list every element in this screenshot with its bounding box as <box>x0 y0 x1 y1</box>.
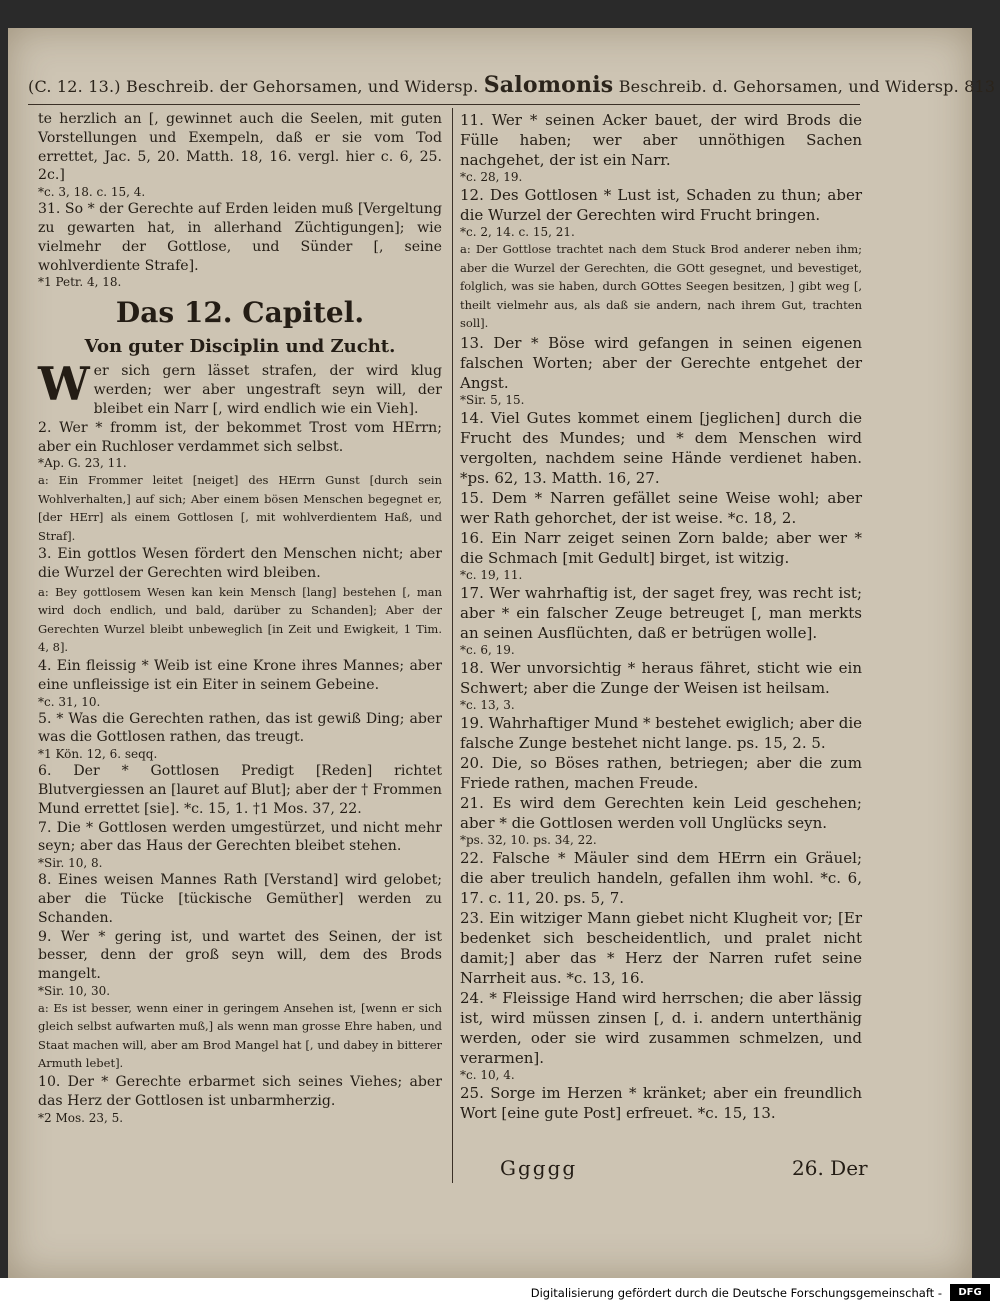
verse-paragraph: 13. Der * Böse wird gefangen in seinen eigenen falschen Worten; aber der Gerechte entgehet der Angst. <box>460 333 862 392</box>
drop-cap: W <box>38 357 90 412</box>
verse-paragraph: 24. * Fleissige Hand wird herrschen; die aber lässig ist, wird müssen zinsen [, d. i. andern unterthänig werden, oder sie wird zusammen schmelzen, und verarmen]. <box>460 988 862 1067</box>
verse-paragraph <box>38 357 442 418</box>
left-column <box>38 110 442 1126</box>
verse-paragraph: 20. Die, so Böses rathen, betriegen; aber die zum Friede rathen, machen Freude. <box>460 753 862 792</box>
verse-paragraph: 8. Eines weisen Mannes Rath [Verstand] wird gelobet; aber die Tücke [tückische Gemüther] werden zu Schanden. <box>38 872 442 926</box>
annotation-note: a: Ein Frommer leitet [neiget] des HErrn Gunst [durch sein Wohlverhalten,] auf sich; Aber einem bösen Menschen begegnet er, [der HErr] als einem Gottlosen [, mit wohlverdientem Haß, und Straf]. <box>38 473 442 543</box>
verse-text: er sich gern lässet strafen, der wird klug werden; wer aber ungestraft seyn will, der bleibet ein Narr [, wird endlich wie ein Vieh]. <box>93 363 442 417</box>
verse-paragraph: te herzlich an [, gewinnet auch die Seelen, mit guten Vorstellungen und Exempeln, daß er sie vom Tod errettet, Jac. 5, 20. Matth. 18, 16. vergl. hier c. 6, 25. 2c.] <box>38 111 442 184</box>
cross-reference: *Sir. 5, 15. <box>460 392 525 407</box>
verse-paragraph: 2. Wer * fromm ist, der bekommet Trost vom HErrn; aber ein Ruchloser verdammet sich selbst. <box>38 419 442 455</box>
cross-reference: *c. 31, 10. <box>38 694 101 709</box>
cross-reference: *1 Kön. 12, 6. seqq. <box>38 747 158 762</box>
running-head <box>28 72 996 100</box>
verse-paragraph: 23. Ein witziger Mann giebet nicht Klugheit vor; [Er bedenket sich bescheidentlich, und pralet nicht damit;] aber das * Herz der Narren rufet seine Narrheit aus. *c. 13, 16. <box>460 908 862 987</box>
cross-reference: *c. 3, 18. c. 15, 4. <box>38 185 146 200</box>
verse-paragraph: 7. Die * Gottlosen werden umgestürzet, und nicht mehr seyn; aber das Haus der Gerechten bleibet stehen. <box>38 819 442 855</box>
dfg-logo: DFG <box>950 1284 990 1301</box>
verse-paragraph: 31. So * der Gerechte auf Erden leiden muß [Vergeltung zu gewarten hat, in allerhand Züchtigungen]; wie vielmehr der Gottlose, und Sünder [, seine wohlverdiente Strafe]. <box>38 201 442 274</box>
cross-reference: *Sir. 10, 8. <box>38 856 103 871</box>
verse-paragraph: 17. Wer wahrhaftig ist, der saget frey, was recht ist; aber * ein falscher Zeuge betreuget [, man merkts an seinen Ausflüchten, daß er betrügen wolle]. <box>460 583 862 642</box>
cross-reference: *2 Mos. 23, 5. <box>38 1110 124 1125</box>
verse-paragraph: 22. Falsche * Mäuler sind dem HErrn ein Gräuel; die aber treulich handeln, gefallen ihm wohl. *c. 6, 17. c. 11, 20. ps. 5, 7. <box>460 848 862 907</box>
cross-reference: *Sir. 10, 30. <box>38 983 111 998</box>
verse-paragraph: 3. Ein gottlos Wesen fördert den Menschen nicht; aber die Wurzel der Gerechten wird bleiben. <box>38 546 442 582</box>
annotation-note: a: Der Gottlose trachtet nach dem Stuck Brod anderer neben ihm; aber die Wurzel der Gerechten, die GOtt gesegnet, und bevestiget, folglich, was sie haben, durch GOttes Seegen besitzen, ] gibt weg [, theilt vielmehr aus, als daß sie andern, nach ihrem Gut, trachten soll]. <box>460 242 862 330</box>
header-rule <box>28 104 860 105</box>
verse-paragraph: 25. Sorge im Herzen * kränket; aber ein freundlich Wort [eine gute Post] erfreuet. *c. 15, 13. <box>460 1083 862 1122</box>
cross-reference: *c. 10, 4. <box>460 1067 515 1082</box>
page-number: 813 <box>964 77 996 96</box>
verse-paragraph: 21. Es wird dem Gerechten kein Leid geschehen; aber * die Gottlosen werden voll Unglücks seyn. <box>460 793 862 832</box>
right-column <box>460 110 862 1123</box>
verse-paragraph: 12. Des Gottlosen * Lust ist, Schaden zu thun; aber die Wurzel der Gerechten wird Frucht bringen. <box>460 186 862 224</box>
signature-mark: Ggggg <box>500 1156 578 1180</box>
verse-paragraph: 9. Wer * gering ist, und wartet des Seinen, der ist besser, denn der groß seyn will, dem des Brods mangelt. <box>38 928 442 983</box>
cross-reference: *1 Petr. 4, 18. <box>38 275 122 290</box>
column-divider <box>452 108 453 1183</box>
cross-reference: *c. 19, 11. <box>460 567 523 582</box>
verse-paragraph: 14. Viel Gutes kommet einem [jeglichen] durch die Frucht des Mundes; und * dem Menschen wird vergolten, nachdem seine Hände verdienet haben. *ps. 62, 13. Matth. 16, 27. <box>460 408 862 487</box>
verse-paragraph: 18. Wer unvorsichtig * heraus fähret, sticht wie ein Schwert; aber die Zunge der Weisen ist heilsam. <box>460 658 862 697</box>
chapter-subtitle: Von guter Disciplin und Zucht. <box>84 336 396 358</box>
credit-bar <box>0 1278 1000 1308</box>
running-head-center: Salomonis <box>483 72 614 98</box>
annotation-note: a: Es ist besser, wenn einer in geringem Ansehen ist, [wenn er sich gleich selbst aufwarten muß,] als wenn man grosse Ehre haben, und Staat machen will, aber am Brod Mangel hat [, und dabey in bitterer Armuth lebet]. <box>38 1000 442 1071</box>
credit-text: Digitalisierung gefördert durch die Deutsche Forschungsgemeinschaft - <box>530 1286 942 1300</box>
cross-reference: *Ap. G. 23, 11. <box>38 456 127 471</box>
cross-reference: *ps. 32, 10. ps. 34, 22. <box>460 832 597 847</box>
annotation-note: a: Bey gottlosem Wesen kan kein Mensch [lang] bestehen [, man wird doch endlich, und bald, darüber zu Schanden]; Aber der Gerechten Wurzel bleibt unbeweglich [in Zeit und Ewigkeit, 1 Tim. 4, 8]. <box>38 584 442 655</box>
verse-paragraph: 16. Ein Narr zeiget seinen Zorn balde; aber wer * die Schmach [mit Gedult] birget, ist witzig. <box>460 528 862 567</box>
verse-paragraph: 4. Ein fleissig * Weib ist eine Krone ihres Mannes; aber eine unfleissige ist ein Eiter in seinem Gebeine. <box>38 657 442 693</box>
verse-paragraph: 19. Wahrhaftiger Mund * bestehet ewiglich; aber die falsche Zunge bestehet nicht lange. ps. 15, 2. 5. <box>460 713 862 752</box>
book-page <box>8 28 996 1278</box>
verse-paragraph: 11. Wer * seinen Acker bauet, der wird Brods die Fülle haben; wer aber unnöthigen Sachen nachgehet, der ist ein Narr. <box>460 111 862 169</box>
cross-reference: *c. 13, 3. <box>460 697 515 712</box>
verse-paragraph: 15. Dem * Narren gefället seine Weise wohl; aber wer Rath gehorchet, der ist weise. *c. 18, 2. <box>460 488 862 527</box>
cross-reference: *c. 6, 19. <box>460 642 515 657</box>
catchword: 26. Der <box>792 1156 868 1180</box>
chapter-title: Das 12. Capitel. <box>115 296 365 330</box>
verse-paragraph: 5. * Was die Gerechten rathen, das ist gewiß Ding; aber was die Gottlosen rathen, das treugt. <box>38 710 442 746</box>
verse-paragraph: 10. Der * Gerechte erbarmet sich seines Viehes; aber das Herz der Gottlosen ist unbarmherzig. <box>38 1073 442 1109</box>
cross-reference: *c. 2, 14. c. 15, 21. <box>460 225 575 239</box>
verse-paragraph: 6. Der * Gottlosen Predigt [Reden] richtet Blutvergiessen an [lauret auf Blut]; aber der † Frommen Mund errettet [sie]. *c. 15, 1. †1 Mos. 37, 22. <box>38 763 442 817</box>
running-head-right: Beschreib. d. Gehorsamen, und Widersp. <box>618 77 959 96</box>
cross-reference: *c. 28, 19. <box>460 170 523 184</box>
running-head-left: (C. 12. 13.) Beschreib. der Gehorsamen, und Widersp. <box>28 77 479 96</box>
